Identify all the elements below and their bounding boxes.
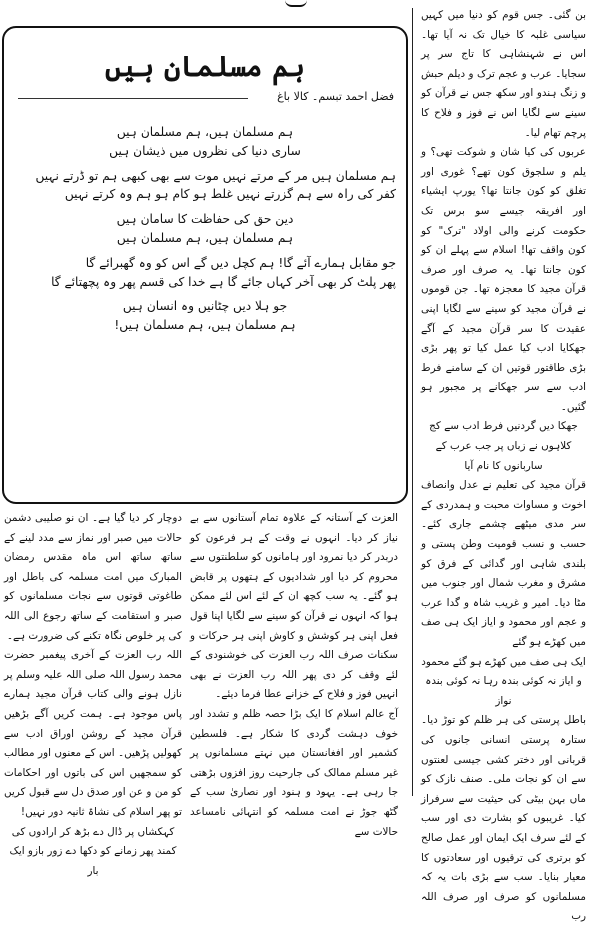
- verse-couplet: ایک ہی صف میں کھڑے ہو گئے محمود و ایاز نہ کوئی بندہ رہا نہ کوئی بندہ نواز: [421, 655, 586, 707]
- paragraph: دوچار کر دیا گیا ہے۔ ان نو صلیبی دشمن حالات میں صبر اور نماز سے مدد لینے کے ساتھ ساتھ اس ماہ مقدس رمضان المبارک میں امت مسلمہ کی باطل اور طاغوتی قوتوں سے نجات مسلمانوں کو صبر و استقامت کے ساتھ رجوع الی اللہ کی پر خلوص نگاہ تکنے کی ضرورت ہے۔: [4, 512, 182, 642]
- poem-line: جو مقابل ہمارے آئے گا! ہم کچل دیں گے اس کو وہ گھبرائے گا: [85, 255, 396, 270]
- poem-box: [2, 26, 408, 504]
- poem-line: جو ہلا دیں چٹانیں وہ انسان ہیں: [122, 299, 288, 314]
- page-top-ornament: [285, 0, 307, 7]
- poem-line: پھر پلٹ کر بھی آخر کہاں جائے گا ہے خدا کی قسم پھر وہ پچھتائے گا: [51, 274, 396, 289]
- paragraph: العزت کے آستانہ کے علاوہ تمام آستانوں سے بے نیاز کر دیا۔ انہوں نے وقت کے ہر فرعون کو دربدر کر دیا نمرود اور ہامانوں کو سلطنتوں سے محروم کر دیا اور شدادیوں کے ہتھوں پر قابض ہو گئے۔ یہ سب کچھ ان کے لئے اس لئے ممکن ہوا کہ انہوں نے قرآن کو سینے سے لگایا اپنا قول فعل اپنی ہر کوشش و کاوش اپنی ہر حرکات و سکنات صرف اللہ رب العزت کی خوشنودی کے لئے وقف کر دی پھر اللہ رب العزت نے بھی انہیں فوز و فلاح کے خزانے عطا فرما دیئے۔: [190, 512, 398, 701]
- poem-author: فضل احمد تبسم۔ کالا باغ: [277, 90, 394, 103]
- verse-couplet: جھکا دیں گردنیں فرط ادب سے کج کلاہوں نے زباں پر جب عرب کے ساربانوں کا نام آیا: [429, 420, 578, 472]
- poem-lines: [14, 123, 396, 335]
- poem-line: ساری دنیا کی نظروں میں ذیشان ہیں: [109, 143, 301, 158]
- poem-line: ہم مسلمان ہیں، ہم مسلمان ہیں: [116, 125, 294, 139]
- paragraph: عربوں کی کیا شان و شوکت تھی؟ و یلم و سلجوق کون تھے؟ غوری اور تغلق کو کون جانتا تھا؟ یورپ ایشیاء اور افریقہ جیسے سو برس تک حکومت کرنے والی اولاد "ترک" کو کون واقف تھا! اسلام سے پہلے ان کو کون جانتا تھا۔ یہ صرف اور صرف قرآن مجید کا معجزہ تھا۔ جن قوموں نے قرآن مجید کو سینے سے لگایا اپنی عقیدت کا سر قرآن مجید کے آگے جھکایا ادب کیا عمل کیا تو پھر بڑی بڑی طاقتور قوتیں ان کے سامنے فرط ادب سے سر جھکانے پر مجبور ہو گئیں۔: [421, 146, 586, 413]
- paragraph: بن گئی۔ جس قوم کو دنیا میں کہیں سیاسی غلبہ کا خیال تک نہ آیا تھا۔ اس نے شہنشاہی کا تاج سر پر سجایا۔ عرب و عجم ترک و دیلم حبش و زنگ ہندو اور سکھ جس نے قرآن کو سینے سے لگایا اس نے فوز و فلاح کا پرچم تھام لیا۔: [421, 9, 586, 139]
- poem-line: ہم مسلمان ہیں مر کے مرتے نہیں موت سے بھی کبھی ہم تو ڈرتے نہیں: [35, 168, 396, 183]
- poem-line: دین حق کی حفاظت کا سامان ہیں: [116, 212, 294, 227]
- left-column-text: [4, 509, 182, 877]
- poem-line: ہم مسلمان ہیں، ہم مسلمان ہیں!: [114, 318, 296, 333]
- paragraph: آج عالم اسلام کا ایک بڑا حصہ ظلم و تشدد اور خوف دہشت گردی کا شکار ہے۔ فلسطین کشمیر اور افغانستان میں نہتے مسلمانوں پر غیر مسلم ممالک کی جارحیت روز افزوں بڑھتی جا رہی ہے۔ یہود و ہنود اور نصاریٰ سب کے گٹھ جوڑ نے امت مسلمہ کو انتہائی نامساعد حالات سے: [190, 707, 398, 838]
- paragraph: اللہ رب العزت کے آخری پیغمبر حضرت محمد رسول اللہ صلی اللہ علیہ وسلم پر نازل ہونے والی کتاب قرآن مجید ہمارے پاس موجود ہے۔ ہمت کریں آگے بڑھیں قرآن مجید کے روشن اوراق ادب سے کھولیں پڑھیں۔ اس کے معنوں اور مطالب کو سمجھیں اس کی باتوں اور احکامات کو من و عن اور صدق دل سے قبول کریں تو پھر اسلام کی نشاۃ ثانیہ دور نہیں!: [4, 649, 182, 818]
- poem-title: ہم مسلمان ہیں: [105, 50, 305, 83]
- paragraph: قرآن مجید کی تعلیم نے عدل وانصاف اخوت و مساوات محبت و ہمدردی کے سر مدی میٹھے چشمے جاری کئے۔ حسب و نسب قومیت وطن پستی و بلندی شاہی اور گدائی کے فرق کو مشرق و مغرب شمال اور جنوب میں مٹا دیا۔ امیر و غریب شاہ و گدا عرب و عجم اور محمود و ایاز ایک ہی صف میں کھڑے ہو گئے: [421, 479, 586, 648]
- right-column-text: [421, 6, 586, 923]
- paragraph: باطل پرستی کی ہر ظلم کو توڑ دیا۔ ستارہ پرستی انسانی جانوں کی قربانی اور دختر کشی جیسی لعنتوں سے ان کو نجات ملی۔ صنف نازک کو ماں بہن بیٹی کی حیثیت سے سرفراز کیا۔ غریبوں کو بشارت دی اور سب کے لئے سرف ایک ایمان اور عمل صالح کو برتری کی ترقیوں اور سعادتوں کا معیار بنایا۔ سب سے بڑی بات یہ کہ مسلمانوں کو صرف اور صرف اللہ رب: [421, 714, 586, 923]
- poem-line: ہم مسلمان ہیں، ہم مسلمان ہیں: [116, 230, 294, 245]
- middle-column-text: [190, 509, 398, 838]
- verse-couplet: کہکشاں پر ڈال دے بڑھ کر ارادوں کی کمند پھر زمانے کو دکھا دے زور بازو ایک بار: [9, 825, 177, 877]
- poem-line: کفر کی راہ سے ہم گزرتے نہیں غلط ہو کام ہو ہم وہ کرتے نہیں: [64, 187, 396, 202]
- column-divider: [412, 8, 413, 796]
- author-underline: [18, 98, 248, 99]
